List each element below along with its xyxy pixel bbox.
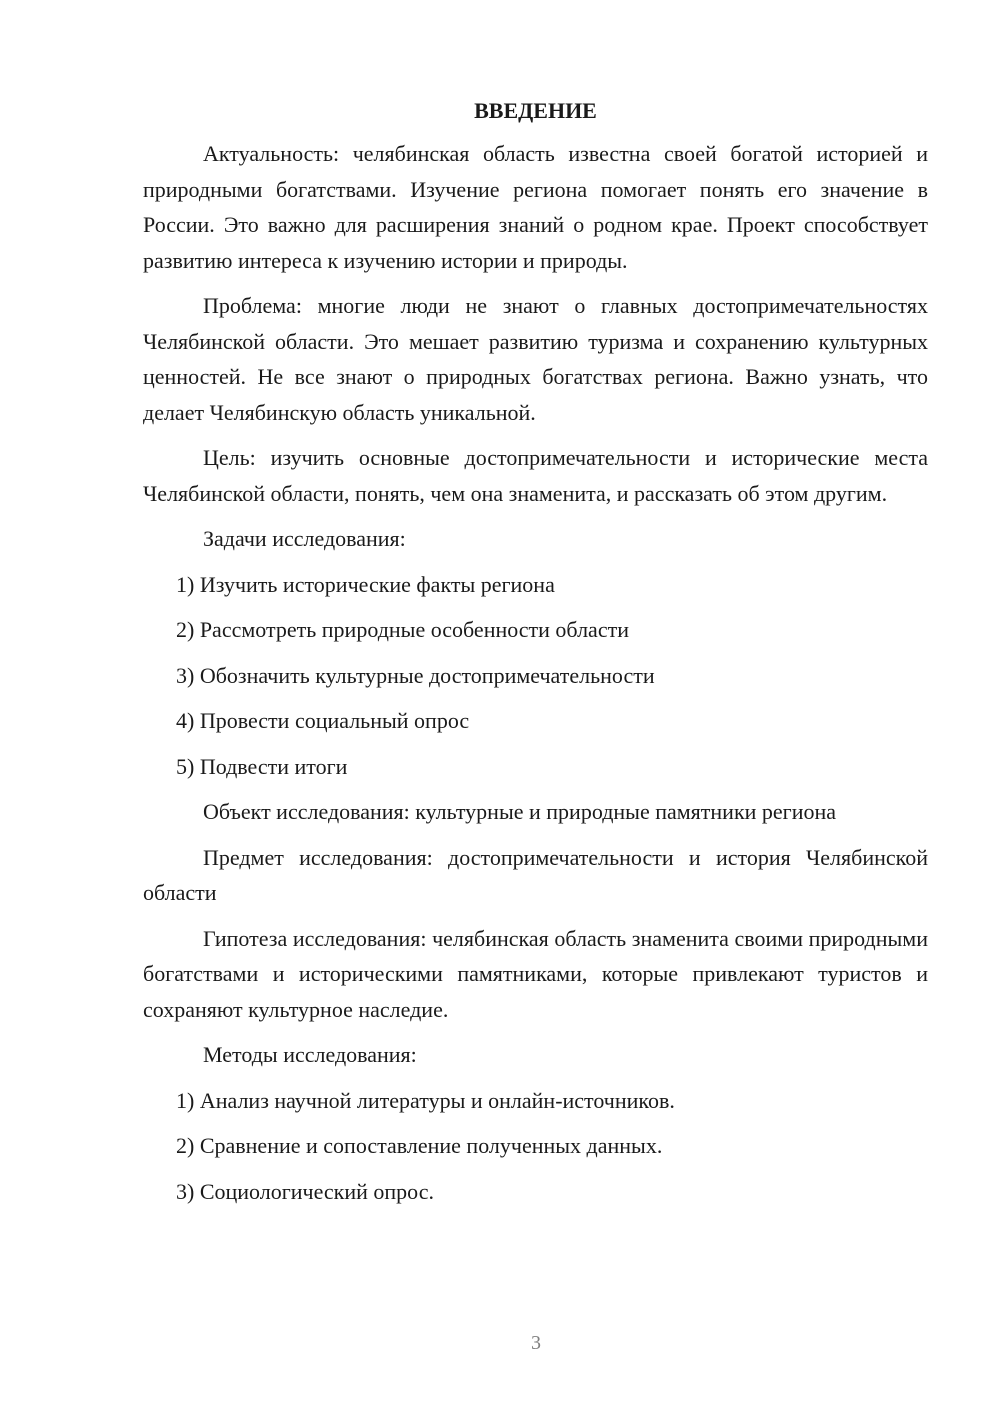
tasks-heading: Задачи исследования: — [203, 526, 406, 551]
list-item: 3) Обозначить культурные достопримечательности — [176, 662, 655, 688]
tasks-list — [143, 567, 928, 785]
document-page — [143, 96, 928, 1219]
methods-heading: Методы исследования: — [203, 1042, 417, 1067]
list-item: 1) Анализ научной литературы и онлайн-источников. — [176, 1087, 675, 1113]
list-item: 2) Сравнение и сопоставление полученных данных. — [176, 1133, 663, 1158]
paragraph-hypothesis: Гипотеза исследования: челябинская область знаменита своими природными богатствами и историческими памятниками, которые привлекают туристов и сохраняют культурное наследие. — [143, 925, 928, 1022]
list-item: 3) Социологический опрос. — [176, 1178, 434, 1204]
section-title: ВВЕДЕНИЕ — [474, 98, 597, 123]
list-item: 1) Изучить исторические факты региона — [176, 571, 555, 597]
list-item: 5) Подвести итоги — [176, 753, 348, 779]
methods-list — [143, 1083, 928, 1210]
list-item: 2) Рассмотреть природные особенности области — [176, 617, 629, 642]
paragraph-subject: Предмет исследования: достопримечательности и история Челябинской области — [143, 844, 928, 905]
page-number: 3 — [531, 1332, 541, 1354]
list-item: 4) Провести социальный опрос — [176, 708, 470, 733]
paragraph-goal: Цель: изучить основные достопримечательности и исторические места Челябинской области, понять, чем она знаменита, и рассказать об этом другим. — [143, 445, 928, 506]
paragraph-problem: Проблема: многие люди не знают о главных достопримечательностях Челябинской области. Это мешает развитию туризма и сохранению культурных ценностей. Не все знают о природных богатствах региона. Важно узнать, что делает Челябинскую область уникальной. — [143, 293, 928, 425]
paragraph-object: Объект исследования: культурные и природные памятники региона — [203, 799, 837, 824]
paragraph-relevance: Актуальность: челябинская область известна своей богатой историей и природными богатствами. Изучение региона помогает понять его значение в России. Это важно для расширения знаний о родном крае. Проект способствует развитию интереса к изучению истории и природы. — [143, 141, 928, 273]
